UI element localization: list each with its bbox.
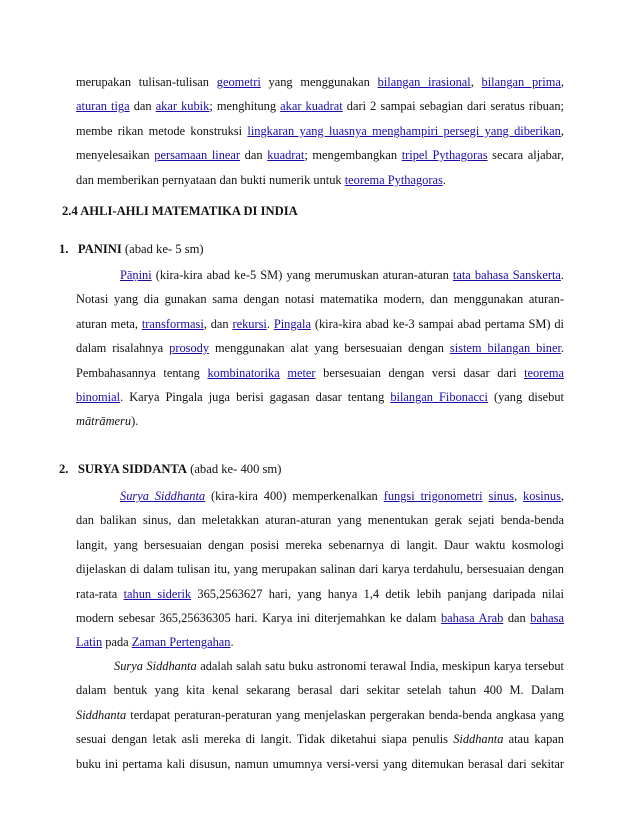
text: , (513, 489, 524, 503)
link-bilangan-prima[interactable]: bilangan prima (481, 75, 561, 89)
text: (kira-kira 400) memperkenalkan (205, 489, 384, 503)
panini-number: 1. (59, 242, 69, 256)
surya-number: 2. (59, 462, 69, 476)
text: dan memberikan pernyataan dan bukti numerik untuk (76, 172, 345, 187)
text: 365,2563627 hari, yang hanya 1,4 detik lebih panjang daripada nilai (191, 586, 564, 601)
link-bahasa-arab[interactable]: bahasa Arab (440, 611, 504, 626)
text: sesuai dengan letak asli mereka di langit. Tidak diketahui siapa penulis (76, 732, 454, 747)
text: dalam risalahnya (76, 341, 170, 356)
surya-heading (59, 462, 281, 477)
text: . (442, 172, 446, 187)
text: ; menghitung (209, 99, 281, 114)
text: langit, yang bersesuaian dengan posisi mereka sebenarnya di langit. Daur waktu kosmologi (76, 537, 564, 552)
text: dan (129, 99, 156, 114)
italic-term: Siddhanta (453, 732, 504, 747)
surya-paragraph-2 (76, 654, 564, 776)
panini-era: (abad ke- 5 sm) (121, 242, 204, 256)
surya2-line-3 (76, 703, 564, 727)
text: dan (503, 611, 531, 626)
link-persamaan-linear[interactable]: persamaan linear (154, 148, 241, 163)
text: , (560, 489, 565, 503)
panini-line-4 (76, 336, 564, 360)
text: dijelaskan di dalam tulisan itu, yang merupakan salinan dari karya terdahulu, bersesuaian dengan (76, 562, 564, 577)
link-latin[interactable]: Latin (76, 635, 103, 650)
italic-term: Siddhanta (76, 707, 127, 722)
link-tata-bahasa-sanskerta[interactable]: tata bahasa Sanskerta (452, 268, 561, 282)
text: menyelesaikan (76, 148, 155, 163)
intro-paragraph (76, 70, 564, 192)
surya2-line-1 (76, 654, 564, 678)
link-akar-kubik[interactable]: akar kubik (155, 99, 210, 114)
panini-line-3 (76, 312, 564, 336)
text: secara aljabar, (487, 148, 565, 163)
text: , (560, 123, 564, 138)
surya-name: SURYA SIDDANTA (77, 462, 187, 476)
link-panini[interactable]: Pāṇini (120, 268, 152, 282)
text: (yang disebut (487, 390, 564, 405)
surya2-line-5 (76, 752, 564, 776)
text: (kira-kira abad ke-5 SM) yang merumuskan aturan-aturan (151, 268, 453, 282)
text: yang menggunakan (260, 75, 378, 89)
text: adalah salah satu buku astronomi terawal India, meskipun karya tersebut (196, 659, 564, 673)
intro-line-5 (76, 168, 564, 192)
section-title: 2.4 AHLI-AHLI MATEMATIKA DI INDIA (62, 204, 298, 218)
text: bersesuaian dengan versi dasar dari (315, 365, 525, 380)
link-tahun-siderik[interactable]: tahun siderik (123, 586, 192, 601)
link-kuadrat[interactable]: kuadrat (267, 148, 305, 163)
surya-line-4 (76, 557, 564, 581)
panini-name: PANINI (77, 242, 122, 256)
link-sinus[interactable]: sinus (488, 489, 514, 503)
link-binomial[interactable]: binomial (76, 390, 121, 405)
panini-line-2 (76, 287, 564, 311)
surya-line-3 (76, 533, 564, 557)
link-geometri[interactable]: geometri (216, 75, 261, 89)
link-surya-siddhanta[interactable] (120, 489, 205, 503)
text: , dan (203, 316, 233, 331)
text: terdapat peraturan-peraturan yang menjelaskan pergerakan benda-benda angkasa yang (126, 707, 564, 722)
text: dan balikan sinus, dan meletakkan aturan-aturan yang menentukan gerak sejati benda-benda (76, 513, 564, 528)
link-meter[interactable]: meter (287, 365, 316, 380)
link-bilangan-fibonacci[interactable]: bilangan Fibonacci (390, 390, 488, 405)
link-prosody[interactable]: prosody (169, 341, 210, 356)
link-transformasi[interactable]: transformasi (141, 316, 204, 331)
surya2-line-4 (76, 727, 564, 751)
text: (kira-kira abad ke-3 sampai abad pertama SM) di (311, 316, 564, 331)
link-zaman-pertengahan[interactable]: Zaman Pertengahan (131, 635, 231, 650)
intro-line-2 (76, 94, 564, 118)
link-pingala[interactable]: Pingala (273, 316, 311, 331)
link-rekursi[interactable]: rekursi (232, 316, 267, 331)
link-tripel-pythagoras[interactable]: tripel Pythagoras (401, 148, 488, 163)
link-sistem-bilangan-biner[interactable]: sistem bilangan biner (449, 341, 561, 356)
surya-line-5 (76, 582, 564, 606)
panini-line-5 (76, 361, 564, 385)
text: menggunakan alat yang bersesuaian dengan (209, 341, 450, 356)
intro-line-1 (76, 70, 564, 94)
link-bahasa[interactable]: bahasa (530, 611, 564, 626)
link-teorema-pythagoras[interactable]: teorema Pythagoras (344, 172, 443, 187)
link-kosinus[interactable]: kosinus (523, 489, 561, 503)
italic-term: mātrāmeru (76, 414, 132, 429)
text: , (560, 75, 564, 89)
text: dalam bentuk yang kita kenal sekarang berasal dari sekitar setelah tahun 400 M. Dalam (76, 683, 564, 698)
text: modern sebesar 365,25636305 hari. Karya ini diterjemahkan ke dalam (76, 611, 441, 626)
text: membe rikan metode konstruksi (76, 123, 248, 138)
italic-term: Surya Siddhanta (114, 659, 197, 673)
link-akar-kuadrat[interactable]: akar kuadrat (280, 99, 343, 114)
panini-line-1 (76, 263, 564, 287)
text: aturan meta, (76, 316, 142, 331)
panini-paragraph (76, 263, 564, 434)
link-kombinatorika[interactable]: kombinatorika (207, 365, 280, 380)
link-fungsi-trigonometri[interactable]: fungsi trigonometri (383, 489, 483, 503)
surya-paragraph-1 (76, 484, 564, 655)
text: atau kapan (503, 732, 565, 747)
surya-line-2 (76, 508, 564, 532)
text: ; mengembangkan (304, 148, 402, 163)
link-teorema[interactable]: teorema (524, 365, 565, 380)
text: Notasi yang dia gunakan sama dengan notasi matematika modern, dan menggunakan aturan- (76, 292, 564, 307)
text: rata-rata (76, 586, 124, 601)
panini-heading (59, 242, 204, 257)
link-bilangan-irasional[interactable]: bilangan irasional (377, 75, 471, 89)
link-lingkaran[interactable]: lingkaran yang luasnya menghampiri persegi yang diberikan (247, 123, 561, 138)
surya-era: (abad ke- 400 sm) (187, 462, 282, 476)
text: ). (131, 414, 139, 429)
surya-line-7 (76, 630, 564, 654)
text: pada (102, 635, 132, 650)
text: . Karya Pingala juga berisi gagasan dasar tentang (120, 390, 391, 405)
surya2-line-2 (76, 678, 564, 702)
intro-line-3 (76, 119, 564, 143)
panini-line-6 (76, 385, 564, 409)
panini-line-7 (76, 409, 564, 433)
text: . (266, 316, 274, 331)
text: dari 2 sampai sebagian dari seratus ribuan; (342, 99, 564, 114)
surya-line-6 (76, 606, 564, 630)
text: buku ini pertama kali disusun, namun umumnya versi-versi yang ditemukan berasal dari sekitar (76, 756, 564, 771)
text: . (560, 341, 565, 356)
link-aturan-tiga[interactable]: aturan tiga (76, 99, 130, 114)
text: Pembahasannya tentang (76, 365, 208, 380)
intro-line-4 (76, 143, 564, 167)
italic-link-text: Surya Siddhanta (120, 489, 206, 503)
surya-line-1 (76, 484, 564, 508)
text: merupakan tulisan-tulisan (76, 75, 217, 89)
text: . (230, 635, 234, 650)
text: . (560, 268, 564, 282)
text: , (470, 75, 482, 89)
text: dan (240, 148, 268, 163)
